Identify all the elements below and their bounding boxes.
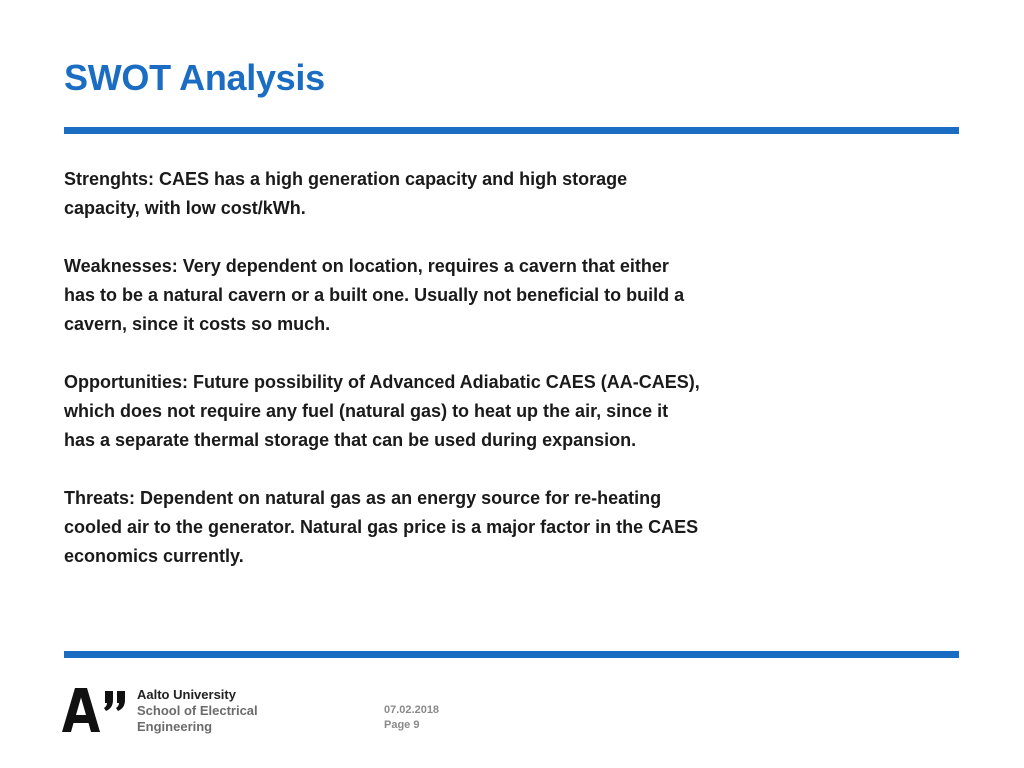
text-line: Strenghts: CAES has a high generation capacity and high storage [64,169,628,189]
bottom-divider [64,651,959,658]
text-line: Opportunities: Future possibility of Advanced Adiabatic CAES (AA-CAES), [64,372,700,392]
threats-paragraph [64,484,784,571]
slide-title: SWOT Analysis [64,57,325,98]
text-line: cooled air to the generator. Natural gas price is a major factor in the CAES [64,517,699,537]
page-number: Page 9 [384,719,420,731]
text-line: cavern, since it costs so much. [64,314,331,334]
opportunities-paragraph [64,368,784,455]
university-name: Aalto University [137,687,236,702]
text-line: Weaknesses: Very dependent on location, requires a cavern that either [64,256,669,276]
text-line: capacity, with low cost/kWh. [64,198,306,218]
weaknesses-paragraph [64,252,784,339]
text-line: Threats: Dependent on natural gas as an energy source for re-heating [64,488,662,508]
school-name-line2: Engineering [137,719,213,734]
text-line: has to be a natural cavern or a built one. Usually not beneficial to build a [64,285,685,305]
aalto-logo-icon [62,688,128,732]
slide-body [64,165,784,571]
text-line: has a separate thermal storage that can be used during expansion. [64,430,637,450]
strengths-paragraph [64,165,784,223]
footer-meta [384,703,439,733]
school-name-line1: School of Electrical [137,703,258,718]
top-divider [64,127,959,134]
text-line: which does not require any fuel (natural gas) to heat up the air, since it [64,401,669,421]
slide-date: 07.02.2018 [384,704,440,716]
university-name-block [137,687,258,735]
text-line: economics currently. [64,546,244,566]
